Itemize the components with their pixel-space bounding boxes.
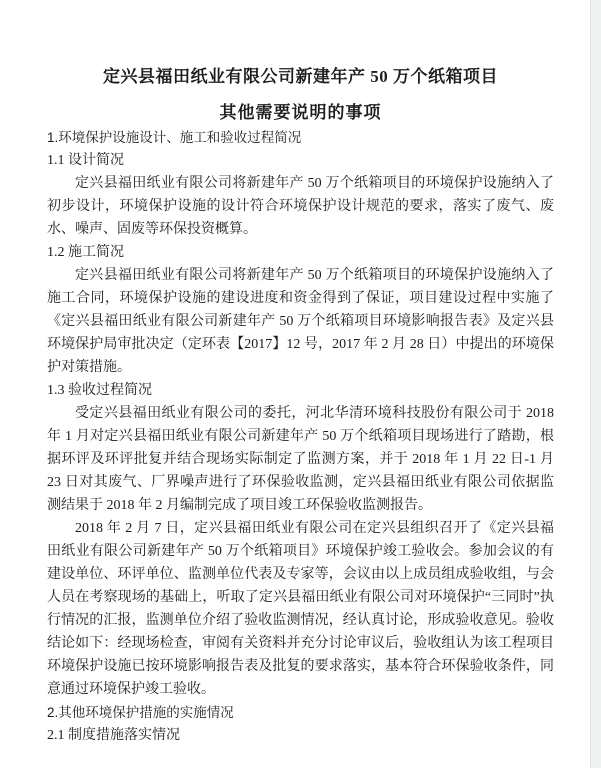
section-1-heading: 1.环境保护设施设计、施工和验收过程简况 (47, 130, 302, 145)
section-2-heading: 2.其他环境保护措施的实施情况 (47, 705, 234, 720)
section-1-3-heading: 1.3 验收过程简况 (47, 383, 152, 398)
section-2-1-heading: 2.1 制度措施落实情况 (47, 728, 180, 743)
viewer-right-gutter (590, 0, 601, 768)
paragraph-design-overview: 定兴县福田纸业有限公司将新建年产 50 万个纸箱项目的环境保护设施纳入了初步设计，环境保护设施的设计符合环境保护设计规范的要求，落实了废气、废水、噪声、固废等环保投资概算。 (47, 176, 554, 237)
paragraph-acceptance-monitoring: 受定兴县福田纸业有限公司的委托，河北华清环境科技股份有限公司于 2018 年 1 月对定兴县福田纸业有限公司新建年产 50 万个纸箱项目现场进行了踏勘，根据环评及环评批复并结合现场实际制定了监测方案，并于 2018 年 1 月 22 日-1 月 23 日对其废气、厂界噪声进行了环保验收监测，定兴县福田纸业有限公司依据监测结果于 2018 年 2 月编制完成了项目竣工环保验收监测报告。 (47, 406, 554, 513)
section-1-1-heading: 1.1 设计简况 (47, 153, 124, 168)
document-title: 定兴县福田纸业有限公司新建年产 50 万个纸箱项目 (103, 67, 498, 86)
section-1-2-heading: 1.2 施工简况 (47, 245, 124, 260)
paragraph-acceptance-meeting: 2018 年 2 月 7 日，定兴县福田纸业有限公司在定兴县组织召开了《定兴县福田纸业有限公司新建年产 50 万个纸箱项目》环境保护竣工验收会。参加会议的有建设单位、环评单位、监测单位代表及专家等，会议由以上成员组成验收组，与会人员在考察现场的基础上，听取了定兴县福田纸业有限公司对环境保护“三同时”执行情况的汇报，监测单位介绍了验收监测情况，经认真讨论，形成验收意见。验收结论如下：经现场检查，审阅有关资料并充分讨论审议后，验收组认为该工程项目环境保护设施已按环境影响报告表及批复的要求落实，基本符合环保验收条件，同意通过环境保护竣工验收。 (47, 521, 554, 697)
paragraph-construction-overview: 定兴县福田纸业有限公司将新建年产 50 万个纸箱项目的环境保护设施纳入了施工合同，环境保护设施的建设进度和资金得到了保证，项目建设过程中实施了《定兴县福田纸业有限公司新建年产 50 万个纸箱项目环境影响报告表》及定兴县环境保护局审批决定（定环表【2017】12 号，2017 年 2 月 28 日）中提出的环境保护对策措施。 (47, 268, 554, 375)
document-subtitle: 其他需要说明的事项 (219, 103, 382, 122)
